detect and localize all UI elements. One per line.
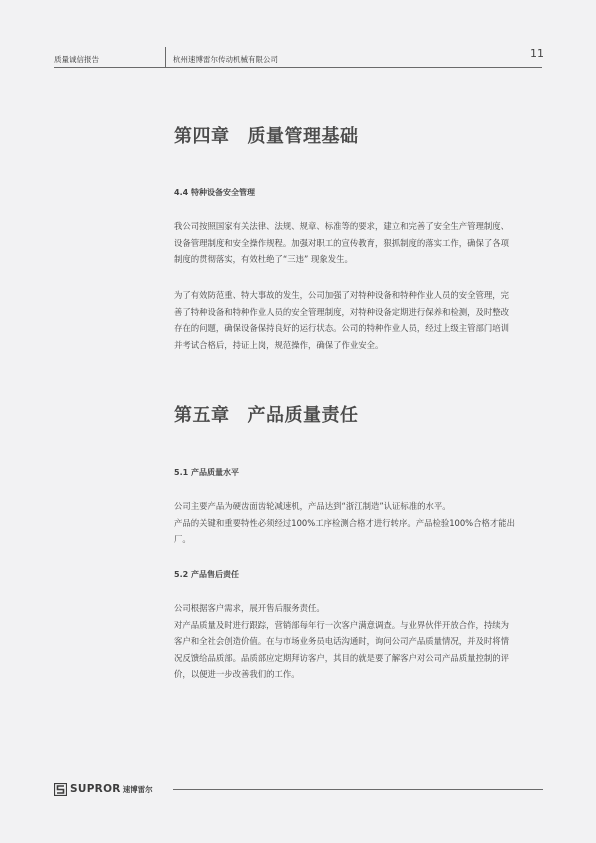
paragraph-line: 善了特种设备和特种作业人员的安全管理制度，对特种设备定期进行保养和检测，及时整改 xyxy=(174,306,509,317)
chapter-5-number: 第五章 xyxy=(174,405,230,426)
paragraph-line: 我公司按照国家有关法律、法规、规章、标准等的要求，建立和完善了安全生产管理制度、 xyxy=(174,221,509,231)
section-4-4-paragraph-2 xyxy=(174,287,546,353)
chapter-5-title xyxy=(174,401,359,427)
logo-wordmark: SUPROR xyxy=(70,783,121,795)
logo-chinese-name: 速博雷尔 xyxy=(122,784,153,794)
paragraph-line: 公司根据客户需求，展开售后服务责任。 xyxy=(174,603,325,613)
paragraph-line: 厂。 xyxy=(174,534,191,544)
section-4-4-paragraph-1 xyxy=(174,218,546,268)
section-5-2-paragraph xyxy=(174,600,546,683)
paragraph-line: 产品的关键和重要特性必须经过100%工序检测合格才进行转序。产品检验100%合格才能出 xyxy=(174,517,516,528)
chapter-4-number: 第四章 xyxy=(174,126,230,147)
paragraph-line: 价，以便进一步改善我们的工作。 xyxy=(174,669,300,679)
paragraph-line: 对产品质量及时进行跟踪，营销部每年行一次客户满意调查。与业界伙伴开放合作，持续为 xyxy=(174,619,509,630)
paragraph-line: 制度的贯彻落实，有效杜绝了“三违” 现象发生。 xyxy=(174,254,353,264)
report-title: 质量诚信报告 xyxy=(54,55,99,64)
paragraph-line: 为了有效防范重、特大事故的发生，公司加强了对特种设备和特种作业人员的安全管理，完 xyxy=(174,290,509,300)
section-5-2-heading: 5.2 产品售后责任 xyxy=(174,570,239,579)
chapter-4-title xyxy=(174,122,359,148)
section-4-4-heading: 4.4 特种设备安全管理 xyxy=(174,188,255,197)
header-rule xyxy=(54,67,542,68)
paragraph-line: 并考试合格后，持证上岗，规范操作，确保了作业安全。 xyxy=(174,339,384,350)
supror-mark-icon xyxy=(54,783,67,796)
chapter-5-name: 产品质量责任 xyxy=(247,405,359,426)
footer-rule xyxy=(173,789,543,790)
paragraph-line: 公司主要产品为硬齿面齿轮减速机，产品达到“浙江制造”认证标准的水平。 xyxy=(174,501,451,511)
header-divider xyxy=(165,47,166,67)
section-5-1-paragraph xyxy=(174,498,546,548)
paragraph-line: 客户和全社会创造价值。在与市场业务员电话沟通时，询问公司产品质量情况，并及时将情 xyxy=(174,636,509,646)
page-number: 11 xyxy=(530,47,544,60)
section-5-1-heading: 5.1 产品质量水平 xyxy=(174,468,239,477)
chapter-4-name: 质量管理基础 xyxy=(247,126,359,147)
paragraph-line: 况反馈给品质部。品质部应定期拜访客户，其目的就是要了解客户对公司产品质量控制的评 xyxy=(174,652,509,663)
supror-logo xyxy=(54,782,153,796)
paragraph-line: 存在的问题，确保设备保持良好的运行状态。公司的特种作业人员，经过上级主管部门培训 xyxy=(174,323,509,333)
company-name: 杭州速博雷尔传动机械有限公司 xyxy=(173,55,278,64)
paragraph-line: 设备管理制度和安全操作规程。加强对职工的宣传教育，狠抓制度的落实工作，确保了各项 xyxy=(174,237,509,248)
